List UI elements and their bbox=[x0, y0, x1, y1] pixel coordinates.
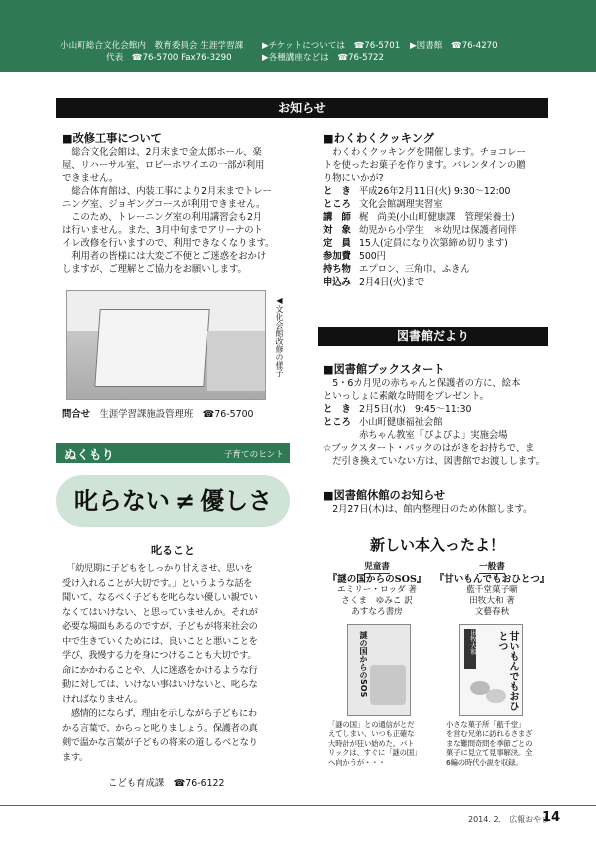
header-org: 小山町総合文化会館内 教育委員会 生涯学習課 bbox=[60, 41, 244, 51]
nukumori-banner: 叱らない ≠ 優しさ bbox=[56, 475, 290, 527]
cooking-heading: ■わくわくクッキング bbox=[323, 132, 434, 145]
page-header bbox=[0, 0, 596, 72]
cooking-text: わくわくクッキングを開催します。チョコレー トを使ったお菓子を作ります。バレンタインの贈 り物にいかが? と き 平成26年2月11日(火) 9:30～12:00 ところ 文化会館調理実習室 講 師 梶 尚美(小山町健康課 管理栄養士) 対 象 幼児から小学生 ＊幼児は保護者同伴 定 員 15人(定員になり次第締め切ります) 参加費 500円 持ち物 エプロン、三角巾、ふきん 申込み 2月4日(火)まで bbox=[323, 147, 526, 288]
nukumori-bar: ぬくもり 子育てのヒント bbox=[56, 443, 290, 463]
header-library: ▶図書館 ☎76-4270 bbox=[410, 41, 498, 51]
nukumori-contact: こども育成課 ☎76-6122 bbox=[108, 778, 225, 789]
book-kids-cover: 謎の国からのSOS bbox=[347, 624, 411, 716]
nukumori-text: 「幼児期に子どもをしっかり甘えさせ、思いを 受け入れることが大切です。」というような話を 聞いて、なるべく子どもを叱らない優しい親でい なくてはいけない、と思っていませんか。それが 必要な場面もあるのですが、子どもが将来社会の 中で生きていくためには、良いことと悪いことを 学び、我慢する力を身につけることも大切です。 命にかかわることや、人に迷惑をかけるような行 動に対しては、いけない事はいけないと、叱らな ければなりません。 感情的にならず、理由を示しながら子どもにわ かる言葉で、からっと叱りましょう。保護者の真 剣で温かな言葉が子どもの将来の道しるべとなり ます。 bbox=[62, 563, 258, 763]
photo-caption: ◀文化会館改修の様子 bbox=[275, 296, 284, 377]
book-kids-info: 児童書 『謎の国からのSOS』 エミリー・ロッダ 著 さくま ゆみこ 訳 あすなろ書房 bbox=[327, 562, 427, 617]
renovation-photo bbox=[66, 290, 266, 400]
book-general-cover: 甘いもんでもおひとつ 田牧大和 bbox=[459, 624, 523, 716]
nukumori-heading: 叱ること bbox=[151, 544, 195, 557]
closure-heading: ■図書館休館のお知らせ bbox=[323, 489, 446, 502]
library-title-bar: 図書館だより bbox=[318, 327, 548, 346]
renovation-contact: 問合せ 生涯学習課施設管理班 ☎76-5700 bbox=[62, 409, 254, 420]
book-general-desc: 小さな菓子所「藍千堂」 を営む兄弟に訪れるさまざ まな難問奇問を季節ごとの 菓子に見立て見事解決。全 6編の時代小説を収録。 bbox=[446, 720, 533, 767]
bookstart-heading: ■図書館ブックスタート bbox=[323, 363, 445, 376]
footer-meta: 2014. 2. 広報おやま bbox=[468, 815, 550, 824]
header-contact: 代表 ☎76-5700 Fax76-3290 bbox=[106, 53, 232, 63]
header-courses: ▶各種講座などは ☎76-5722 bbox=[262, 53, 384, 63]
bookstart-text: 5・6カ月児の赤ちゃんと保護者の方に、絵本 といっしょに素敵な時間をプレゼント。 と き 2月5日(水) 9:45～11:30 ところ 小山町健康福祉会館 赤ちゃん教室「ぴよぴよ」実施会場 ☆ブックスタート・パックのはがきをお持ちで、ま だ引き換えていない方は、図書館でお渡しします。 bbox=[323, 378, 545, 467]
closure-text: 2月27日(木)は、館内整理日のため休館します。 bbox=[323, 504, 533, 515]
page-number: 14 bbox=[542, 810, 561, 825]
new-books-title: 新しい本入ったよ！ bbox=[370, 536, 506, 554]
book-kids-desc: 「謎の国」との通信がとだ えてしまい、いつも正確な 大時計が狂い始めた。パト リックは、すぐに「謎の国」 へ向かうが・・・ bbox=[328, 720, 422, 767]
renovation-text: 総合文化会館は、2月末まで金太郎ホール、楽 屋、リハーサル室、ロビーホワイエの一部が利用 できません。 総合体育館は、内装工事により2月末までトレー ニング室、ジョギングコースが利用できません。 このため、トレーニング室の利用講習会も2月 は行いません。また、3月中旬までアリーナのト イレ改修を行いますので、利用できなくなります。 利用者の皆様には大変ご不便とご迷惑をおかけ しますが、ご理解とご協力をお願いします。 bbox=[62, 147, 275, 275]
book-general-info: 一般書 『甘いもんでもおひとつ』 藍千堂菓子噺 田牧大和 著 文藝春秋 bbox=[434, 562, 550, 617]
renovation-heading: ■改修工事について bbox=[62, 132, 162, 145]
header-ticket: ▶チケットについては ☎76-5701 bbox=[262, 41, 401, 51]
notice-title-bar: お知らせ bbox=[56, 98, 548, 118]
